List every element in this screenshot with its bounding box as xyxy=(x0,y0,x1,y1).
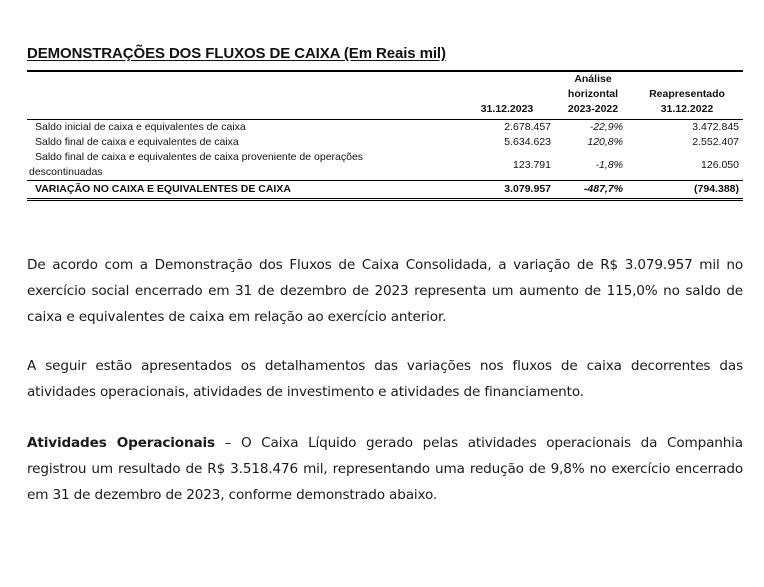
total-analise-horizontal: -487,7% xyxy=(583,183,623,195)
row-label xyxy=(27,150,459,181)
header-reapresentado xyxy=(631,71,743,120)
total-value-2022: (794.388) xyxy=(694,183,739,195)
header-ah-line2: horizontal xyxy=(567,88,619,100)
table-row xyxy=(27,135,743,150)
header-label-blank xyxy=(27,71,459,120)
atividades-operacionais-heading: Atividades Operacionais xyxy=(27,435,215,451)
row-label: Saldo inicial de caixa e equivalentes de caixa xyxy=(35,121,246,133)
paragraph-variacao-caixa: De acordo com a Demonstração dos Fluxos de Caixa Consolidada, a variação de R$ 3.079.957 mil no exercício social encerrado em 31 de dezembro de 2023 representa um aumento de 115,0% no saldo de caixa e equivalentes de caixa em relação ao exercício anterior. xyxy=(27,257,743,325)
row-analise-horizontal: 120,8% xyxy=(587,136,623,148)
row-label-line1: Saldo final de caixa e equivalentes de caixa proveniente de operações xyxy=(35,151,364,163)
table-row xyxy=(27,150,743,181)
row-value-2023: 2.678.457 xyxy=(504,121,551,133)
row-value-2023: 123.791 xyxy=(513,158,551,171)
header-ah-line1: Análise xyxy=(574,73,612,85)
row-value-2022: 3.472.845 xyxy=(692,121,739,133)
row-value-2022: 126.050 xyxy=(701,158,739,171)
header-rep-line2: 31.12.2022 xyxy=(660,103,714,115)
header-rep-line1: Reapresentado xyxy=(649,88,725,100)
table-header-row xyxy=(27,71,743,120)
total-label: VARIAÇÃO NO CAIXA E EQUIVALENTES DE CAIXA xyxy=(35,183,291,195)
row-analise-horizontal: -22,9% xyxy=(589,121,623,133)
row-label: Saldo final de caixa e equivalentes de caixa xyxy=(35,136,239,148)
row-analise-horizontal: -1,8% xyxy=(595,158,623,171)
header-2023: 31.12.2023 xyxy=(480,103,534,115)
row-value-2023: 5.634.623 xyxy=(504,136,551,148)
paragraph-detalhamentos: A seguir estão apresentados os detalhamentos das variações nos fluxos de caixa decorrentes das atividades operacionais, atividades de investimento e atividades de financiamento. xyxy=(27,358,743,400)
row-label-line2: descontinuadas xyxy=(29,166,103,178)
header-ah-line3: 2023-2022 xyxy=(567,103,619,115)
total-value-2023: 3.079.957 xyxy=(504,183,551,195)
table-total-row xyxy=(27,181,743,200)
atividades-operacionais-text: – O Caixa Líquido gerado pelas atividades operacionais da Companhia registrou um resultado de R$ 3.518.476 mil, representando uma redução de 9,8% no exercício encerrado em 31 de dezembro de 2023, conforme demonstrado abaixo. xyxy=(27,435,743,503)
section-title: DEMONSTRAÇÕES DOS FLUXOS DE CAIXA (Em Reais mil) xyxy=(27,45,446,62)
table-row xyxy=(27,120,743,136)
row-value-2022: 2.552.407 xyxy=(692,136,739,148)
cash-flow-table xyxy=(27,70,743,201)
header-analise-horizontal xyxy=(555,71,631,120)
paragraph-atividades-operacionais xyxy=(27,430,743,508)
